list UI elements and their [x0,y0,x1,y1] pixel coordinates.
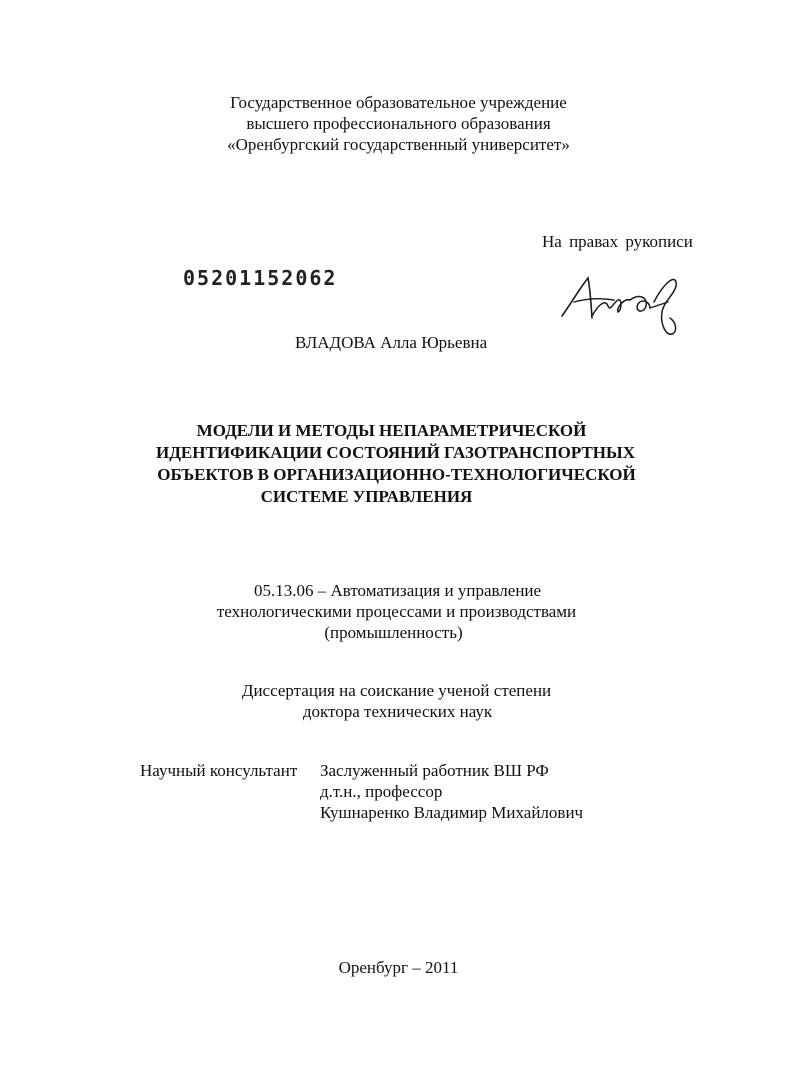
author-signature [558,272,683,340]
title-line: ОБЪЕКТОВ В ОРГАНИЗАЦИОННО-ТЕХНОЛОГИЧЕСКОЙ [157,465,636,484]
institution-line: «Оренбургский государственный университет» [227,135,570,154]
serial-number-stamp: 05201152062 [183,266,338,290]
institution-header [0,92,793,155]
title-line: МОДЕЛИ И МЕТОДЫ НЕПАРАМЕТРИЧЕСКОЙ [196,421,587,440]
degree-line: доктора технических наук [302,702,493,721]
consultant-line: Заслуженный работник ВШ РФ [320,761,549,780]
consultant-label: Научный консультант [140,761,298,780]
degree-line: Диссертация на соискание ученой степени [241,681,552,700]
specialty-line: (промышленность) [324,623,463,642]
consultant-line: Кушнаренко Владимир Михайлович [320,803,584,822]
title-line: ИДЕНТИФИКАЦИИ СОСТОЯНИЙ ГАЗОТРАНСПОРТНЫХ [156,443,635,462]
dissertation-title [0,420,793,508]
consultant-line: д.т.н., профессор [320,782,443,801]
institution-line: высшего профессионального образования [246,114,551,133]
degree-statement [0,680,793,722]
manuscript-rights-note: На правах рукописи [542,232,693,251]
title-line: СИСТЕМЕ УПРАВЛЕНИЯ [260,487,473,506]
place-and-year: Оренбург – 2011 [338,958,459,977]
specialty-line: технологическими процессами и производствами [216,602,577,621]
specialty-code [0,580,793,643]
institution-line: Государственное образовательное учреждение [230,93,567,112]
specialty-line: 05.13.06 – Автоматизация и управление [253,581,542,600]
consultant-details [320,760,583,823]
author-name: ВЛАДОВА Алла Юрьевна [295,333,488,352]
